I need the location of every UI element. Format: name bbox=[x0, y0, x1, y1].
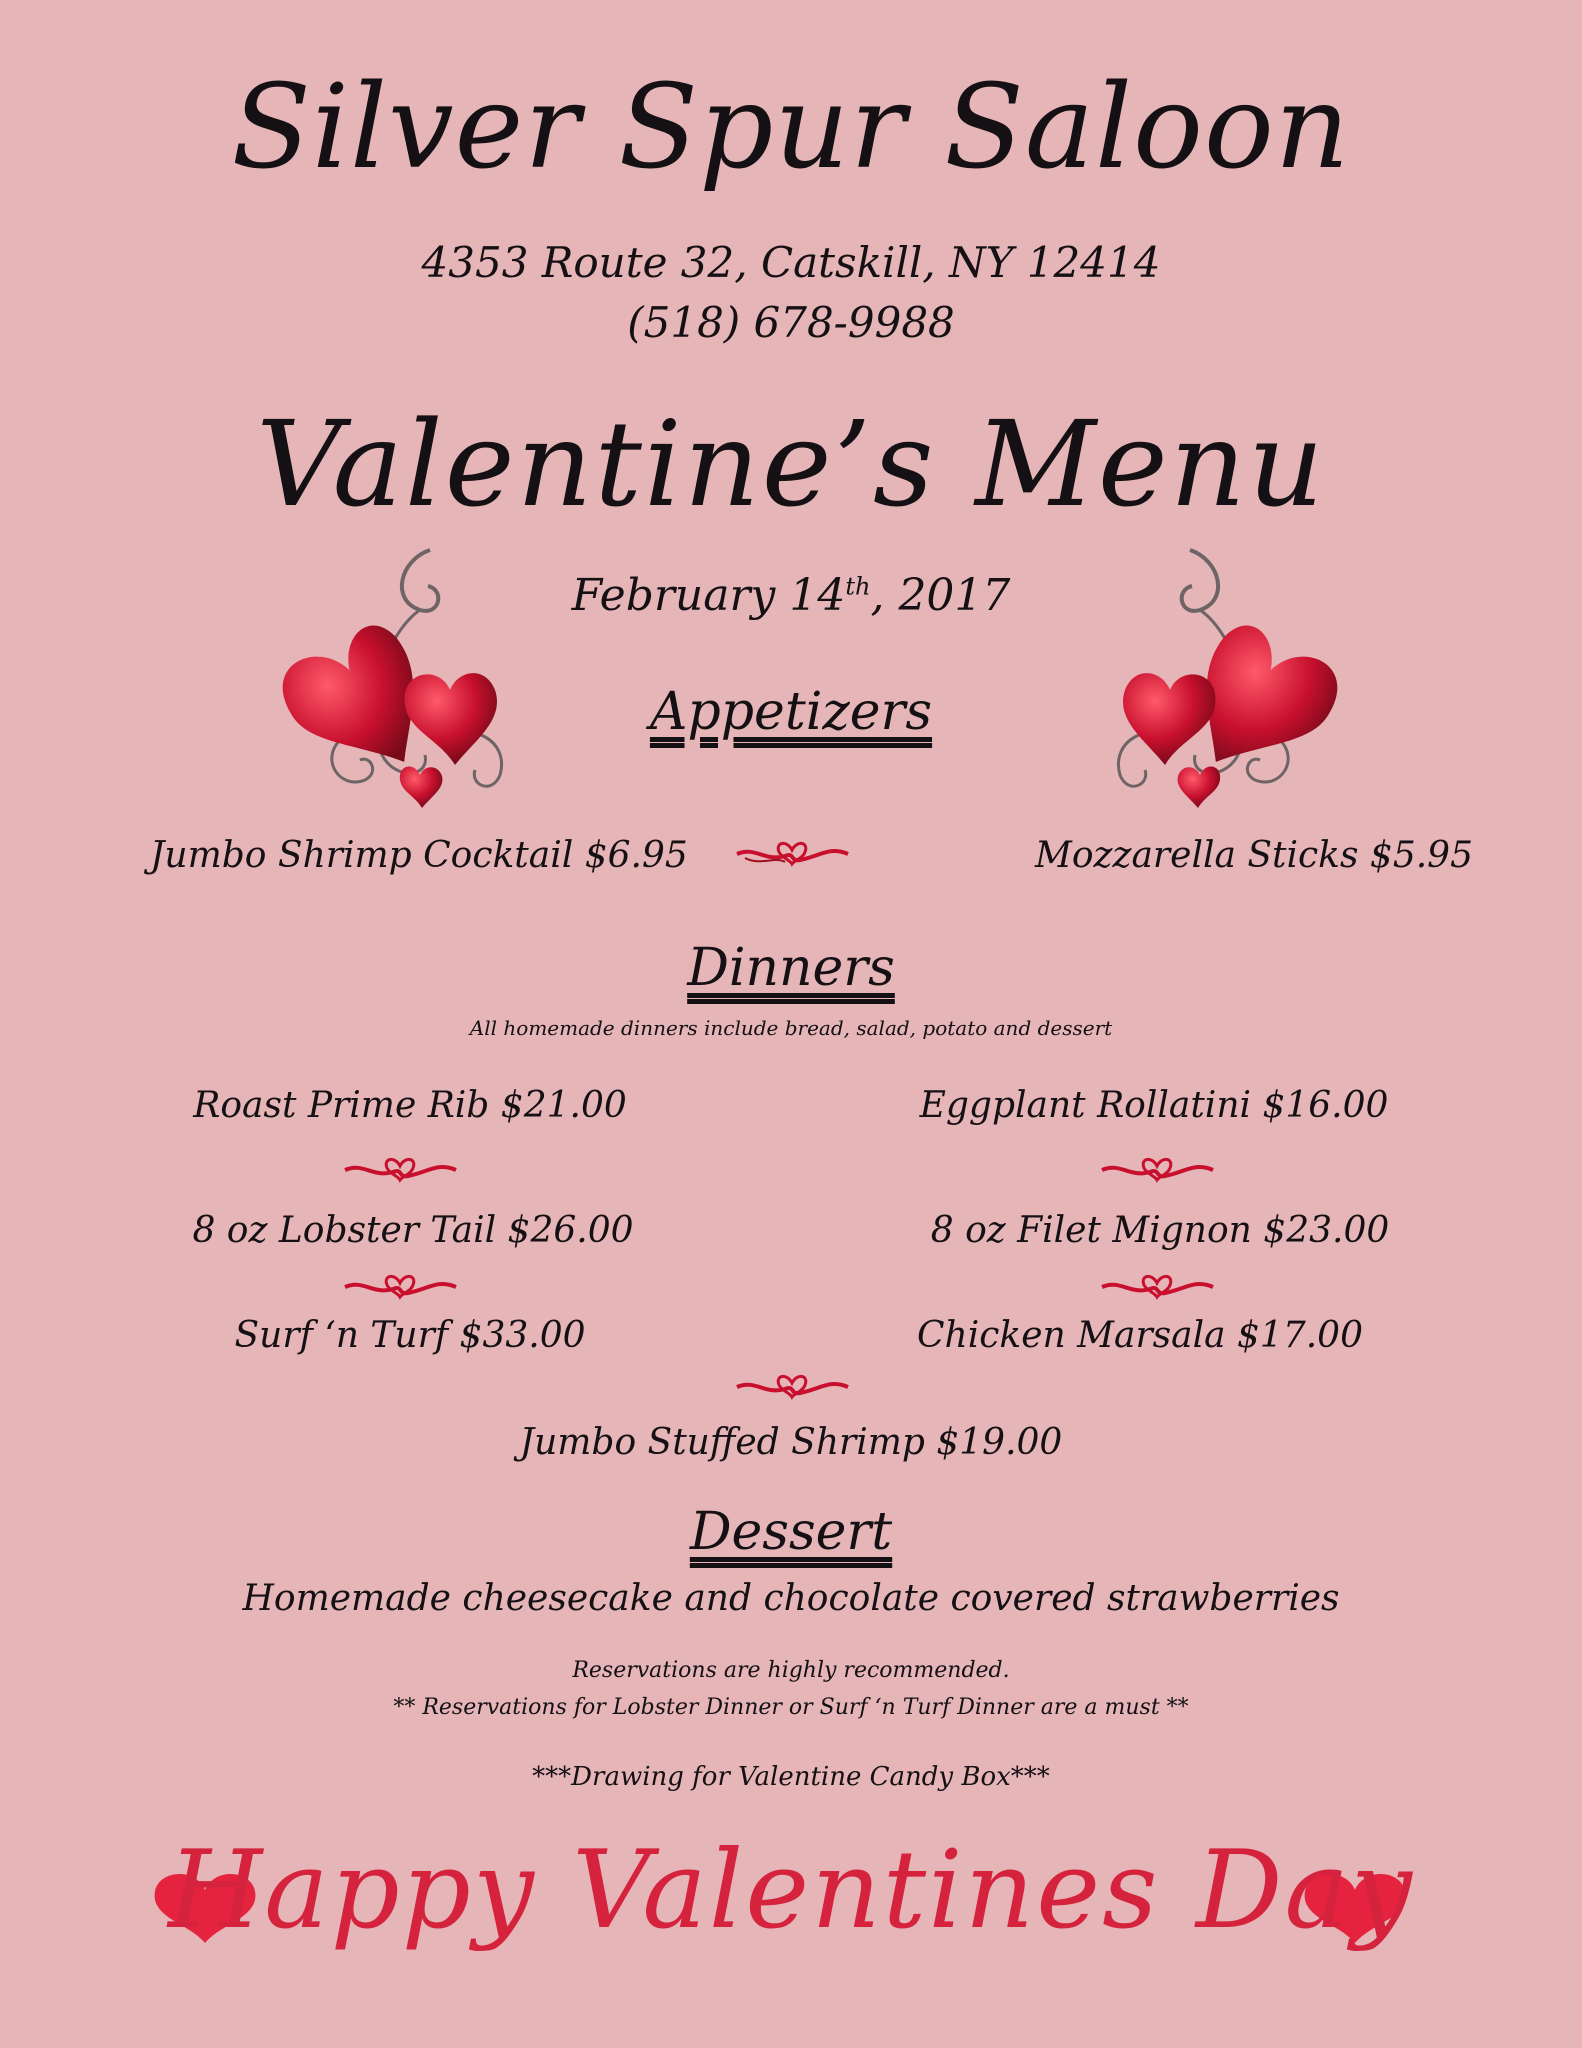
reservation-note: Reservations are highly recommended. bbox=[572, 1658, 1010, 1683]
dessert-description: Homemade cheesecake and chocolate covered strawberries bbox=[242, 1578, 1340, 1619]
appetizers-heading: Appetizers bbox=[649, 682, 933, 742]
dinners-heading: Dinners bbox=[687, 938, 895, 998]
dinner-item-filet-mignon: 8 oz Filet Mignon $23.00 bbox=[930, 1210, 1390, 1251]
dinner-item-eggplant-rollatini: Eggplant Rollatini $16.00 bbox=[919, 1085, 1389, 1126]
dinner-item-prime-rib: Roast Prime Rib $21.00 bbox=[193, 1085, 627, 1126]
appetizer-item-left: Jumbo Shrimp Cocktail $6.95 bbox=[150, 835, 688, 876]
ribbon-heart-icon bbox=[1100, 1148, 1215, 1186]
ribbon-heart-icon bbox=[735, 832, 850, 870]
restaurant-name: Silver Spur Saloon bbox=[231, 60, 1351, 195]
restaurant-phone: (518) 678-9988 bbox=[627, 298, 955, 347]
drawing-note: ***Drawing for Valentine Candy Box*** bbox=[532, 1762, 1050, 1792]
dinner-item-lobster-tail: 8 oz Lobster Tail $26.00 bbox=[192, 1210, 634, 1251]
menu-date: February 14th, 2017 bbox=[571, 570, 1011, 621]
reservation-must-note: ** Reservations for Lobster Dinner or Surf ‘n Turf Dinner are a must ** bbox=[393, 1695, 1189, 1720]
appetizer-item-right: Mozzarella Sticks $5.95 bbox=[1035, 835, 1473, 876]
ribbon-heart-icon bbox=[343, 1265, 458, 1303]
ribbon-heart-icon bbox=[1100, 1265, 1215, 1303]
ribbon-heart-icon bbox=[735, 1365, 850, 1403]
menu-title: Valentine’s Menu bbox=[256, 395, 1326, 533]
happy-valentines-greeting: Happy Valentines Day bbox=[168, 1828, 1414, 1953]
dinners-note: All homemade dinners include bread, salad, potato and dessert bbox=[469, 1016, 1113, 1040]
heart-cluster-icon-left bbox=[280, 540, 560, 810]
heart-cluster-icon-right bbox=[1060, 540, 1340, 810]
restaurant-address: 4353 Route 32, Catskill, NY 12414 bbox=[421, 238, 1161, 287]
dinner-item-chicken-marsala: Chicken Marsala $17.00 bbox=[916, 1315, 1363, 1356]
dinner-item-stuffed-shrimp: Jumbo Stuffed Shrimp $19.00 bbox=[519, 1422, 1063, 1463]
dinner-item-surf-n-turf: Surf ‘n Turf $33.00 bbox=[234, 1315, 586, 1356]
ribbon-heart-icon bbox=[343, 1148, 458, 1186]
dessert-heading: Dessert bbox=[689, 1502, 893, 1562]
